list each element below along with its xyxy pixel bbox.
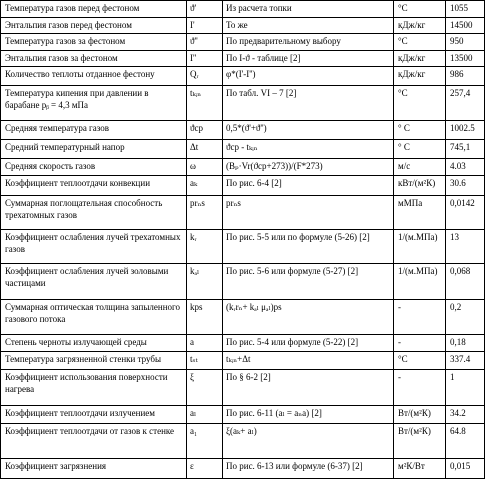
parameter-symbol: ϑср [187, 121, 223, 140]
parameter-value: 0,0142 [446, 195, 485, 229]
parameter-symbol: kᵣ [187, 230, 223, 264]
table-row [1, 423, 485, 458]
parameter-name: Количество теплоты отданное фестону [1, 67, 187, 86]
parameter-name: Коэффициент теплоотдачи конвекции [1, 176, 187, 196]
parameter-name: Средняя скорость газов [1, 158, 187, 176]
parameter-unit: - [394, 370, 446, 406]
parameter-symbol: kₐₗ [187, 264, 223, 299]
table-row [1, 158, 485, 176]
parameter-symbol: prₙs [187, 195, 223, 229]
parameter-name: Температура газов за фестоном [1, 34, 187, 51]
parameter-formula: По рис. 5-4 или формуле (5-22) [2] [223, 334, 394, 352]
parameter-unit: кДж/кг [394, 67, 446, 86]
table-row [1, 67, 485, 86]
parameter-unit: ° С [394, 121, 446, 140]
parameter-value: 986 [446, 67, 485, 86]
parameter-symbol: tₖᵢₙ [187, 85, 223, 120]
parameter-name: Суммарная поглощательная способность трехатомных газов [1, 195, 187, 229]
parameter-formula: Из расчета топки [223, 1, 394, 18]
parameter-symbol: I' [187, 17, 223, 34]
parameter-unit: ° С [394, 139, 446, 158]
parameter-value: 14500 [446, 17, 485, 34]
parameter-unit: °С [394, 1, 446, 18]
parameter-symbol: kps [187, 299, 223, 334]
parameter-name: Энтальпия газов перед фестоном [1, 17, 187, 34]
table-row [1, 121, 485, 140]
parameter-formula: По рис. 5-6 или формуле (5-27) [2] [223, 264, 394, 299]
parameter-unit: °С [394, 85, 446, 120]
parameter-value: 0,015 [446, 459, 485, 479]
parameter-name: Коэффициент ослабления лучей золовыми частицами [1, 264, 187, 299]
parameter-symbol: ξ [187, 370, 223, 406]
parameter-formula: По табл. VI – 7 [2] [223, 85, 394, 120]
table-row [1, 370, 485, 406]
parameter-formula: φ*(I'-I'') [223, 67, 394, 86]
table-row [1, 85, 485, 120]
parameter-value: 0,2 [446, 299, 485, 334]
parameter-formula: По предварительному выбору [223, 34, 394, 51]
parameter-symbol: a₁ [187, 423, 223, 458]
table-row [1, 406, 485, 424]
table-row [1, 230, 485, 264]
parameter-unit: - [394, 334, 446, 352]
parameter-symbol: I'' [187, 50, 223, 67]
parameter-formula: По рис. 6-11 (aₗ = aₙa) [2] [223, 406, 394, 424]
parameter-name: Энтальпия газов за фестоном [1, 50, 187, 67]
parameter-name: Температура кипения при давлении в барабане pᵦ = 4,3 мПа [1, 85, 187, 120]
table-row [1, 17, 485, 34]
table-row [1, 195, 485, 229]
parameter-unit: кДж/кг [394, 17, 446, 34]
parameter-formula: prₙs [223, 195, 394, 229]
parameter-symbol: aₖ [187, 176, 223, 196]
parameter-value: 13 [446, 230, 485, 264]
parameter-value: 0,068 [446, 264, 485, 299]
parameter-value: 34.2 [446, 406, 485, 424]
parameter-name: Суммарная оптическая толщина запыленного газового потока [1, 299, 187, 334]
table-row [1, 34, 485, 51]
parameter-unit: мМПа [394, 195, 446, 229]
table-row [1, 50, 485, 67]
table-row [1, 176, 485, 196]
parameter-formula: По I‑ϑ - таблице [2] [223, 50, 394, 67]
parameter-name: Средняя температура газов [1, 121, 187, 140]
parameter-unit: 1/(м.МПа) [394, 264, 446, 299]
parameter-formula: ϑср - tₖᵢₙ [223, 139, 394, 158]
parameter-symbol: a [187, 334, 223, 352]
parameter-name: Температура газов перед фестоном [1, 1, 187, 18]
parameter-unit: Вт/(м²К) [394, 423, 446, 458]
parameter-value: 1 [446, 370, 485, 406]
parameter-unit: 1/(м.МПа) [394, 230, 446, 264]
parameter-value: 1002.5 [446, 121, 485, 140]
parameter-formula: 0,5*(ϑ'+ϑ'') [223, 121, 394, 140]
parameter-unit: м²К/Вт [394, 459, 446, 479]
parameter-name: Средний температурный напор [1, 139, 187, 158]
parameter-formula: По рис. 6-4 [2] [223, 176, 394, 196]
parameter-formula: tₖᵢₙ+Δt [223, 352, 394, 370]
parameter-unit: кВт/(м²К) [394, 176, 446, 196]
parameter-symbol: Qᵣ [187, 67, 223, 86]
parameter-value: 950 [446, 34, 485, 51]
parameter-unit: кДж/кг [394, 50, 446, 67]
parameter-value: 257,4 [446, 85, 485, 120]
parameter-name: Коэффициент теплоотдачи от газов к стенке [1, 423, 187, 458]
parameter-formula: По рис. 5-5 или по формуле (5-26) [2] [223, 230, 394, 264]
parameter-symbol: ϑ' [187, 1, 223, 18]
parameter-name: Коэффициент ослабления лучей трехатомных газов [1, 230, 187, 264]
parameter-value: 337.4 [446, 352, 485, 370]
parameter-formula: ξ(aₖ+ aₗ) [223, 423, 394, 458]
parameter-name: Коэффициент загрязнения [1, 459, 187, 479]
parameter-formula: По § 6-2 [2] [223, 370, 394, 406]
table-row [1, 264, 485, 299]
parameter-value: 1055 [446, 1, 485, 18]
parameter-symbol: aₗ [187, 406, 223, 424]
parameter-formula: По рис. 6-13 или формуле (6-37) [2] [223, 459, 394, 479]
parameter-unit: °С [394, 34, 446, 51]
parameter-unit: °С [394, 352, 446, 370]
table-row [1, 139, 485, 158]
parameter-value: 4.03 [446, 158, 485, 176]
parameter-value: 13500 [446, 50, 485, 67]
parameter-formula: То же [223, 17, 394, 34]
table-row [1, 352, 485, 370]
parameter-symbol: ϑ'' [187, 34, 223, 51]
parameter-symbol: Δt [187, 139, 223, 158]
parameter-name: Температура загрязненной стенки трубы [1, 352, 187, 370]
parameter-unit: Вт/(м²К) [394, 406, 446, 424]
table-row [1, 299, 485, 334]
parameter-name: Коэффициент теплоотдачи излучением [1, 406, 187, 424]
parameter-formula: (kᵣrₙ+ kₐₗ μₐₗ)ps [223, 299, 394, 334]
parameter-name: Коэффициент использования поверхности нагрева [1, 370, 187, 406]
parameter-value: 0,18 [446, 334, 485, 352]
calculation-table-body [1, 1, 485, 479]
table-row [1, 334, 485, 352]
parameter-unit: м/с [394, 158, 446, 176]
parameter-formula: (Bₚ·Vr(ϑср+273))/(F*273) [223, 158, 394, 176]
parameter-name: Степень черноты излучающей среды [1, 334, 187, 352]
parameter-value: 64.8 [446, 423, 485, 458]
table-row [1, 1, 485, 18]
parameter-symbol: ω [187, 158, 223, 176]
parameter-value: 30.6 [446, 176, 485, 196]
parameter-value: 745,1 [446, 139, 485, 158]
parameter-symbol: ε [187, 459, 223, 479]
parameter-symbol: tₛₜ [187, 352, 223, 370]
parameter-unit: - [394, 299, 446, 334]
table-row [1, 459, 485, 479]
